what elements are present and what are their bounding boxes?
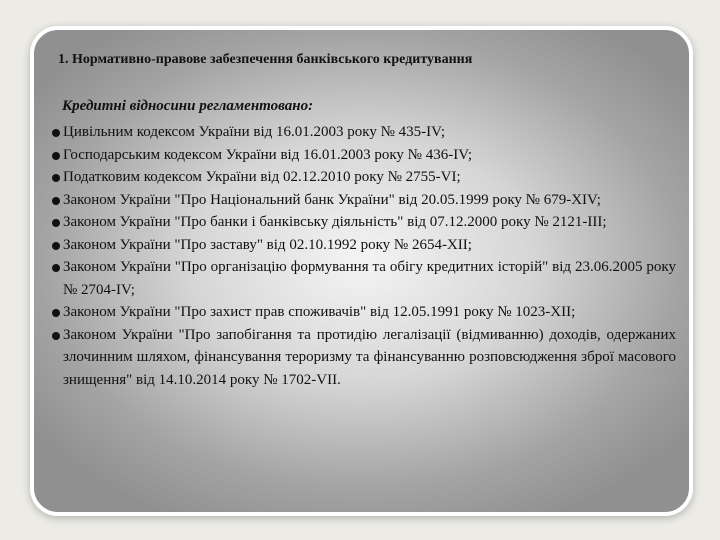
bullet-icon xyxy=(52,197,60,205)
list-item-text: Законом України "Про Національний банк України" від 20.05.1999 року № 679-XIV; xyxy=(63,191,601,208)
heading-text: Нормативно-правове забезпечення банківського кредитування xyxy=(72,52,473,67)
list-item xyxy=(52,144,676,167)
list-item xyxy=(52,166,676,189)
subheading: Кредитні відносини регламентовано: xyxy=(62,98,314,114)
list-item xyxy=(52,121,676,144)
bullet-icon xyxy=(52,309,60,317)
bullet-icon xyxy=(52,174,60,182)
list-item xyxy=(52,301,676,324)
legal-acts-list xyxy=(52,121,676,391)
slide-heading xyxy=(58,52,472,68)
bullet-icon xyxy=(52,129,60,137)
bullet-icon xyxy=(52,264,60,272)
list-item xyxy=(52,189,676,212)
list-item-text: Законом України "Про організацію формування та обігу кредитних історій" від 23.06.2005 року № 2704-IV; xyxy=(63,259,676,298)
list-item-text: Законом України "Про заставу" від 02.10.1992 року № 2654-XII; xyxy=(63,236,472,253)
list-item xyxy=(52,324,676,392)
list-item xyxy=(52,234,676,257)
bullet-icon xyxy=(52,242,60,250)
list-item-text: Господарським кодексом України від 16.01.2003 року № 436-IV; xyxy=(63,146,473,163)
bullet-icon xyxy=(52,332,60,340)
bullet-icon xyxy=(52,219,60,227)
list-item-text: Законом України "Про банки і банківську діяльність" від 07.12.2000 року № 2121-III; xyxy=(63,214,607,230)
bullet-icon xyxy=(52,152,60,160)
list-item xyxy=(52,211,676,234)
heading-number: 1. xyxy=(58,52,69,67)
list-item-text: Законом України "Про захист прав споживачів" від 12.05.1991 року № 1023-XII; xyxy=(63,304,576,320)
list-item xyxy=(52,256,676,301)
list-item-text: Цивільним кодексом України від 16.01.2003 року № 435-IV; xyxy=(63,124,446,140)
list-item-text: Законом України "Про запобігання та протидію легалізації (відмиванню) доходів, одержаних злочинним шляхом, фінансування тероризму та фінансуванню розповсюдження зброї масового знищення" від 14.10.2014 року № 1702-VII. xyxy=(63,326,676,388)
list-item-text: Податковим кодексом України від 02.12.2010 року № 2755-VI; xyxy=(63,169,461,185)
